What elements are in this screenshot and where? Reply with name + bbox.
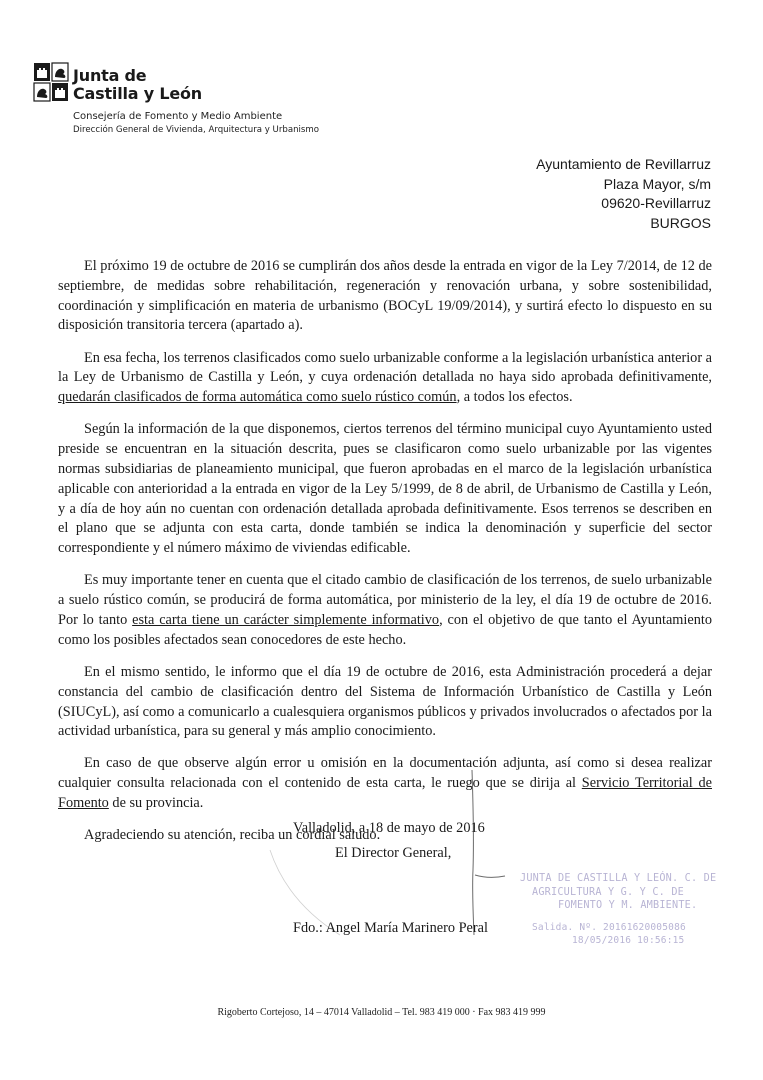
recipient-line3: 09620-Revillarruz (601, 195, 711, 211)
coat-of-arms-logo (33, 62, 71, 102)
stamp-datetime: 18/05/2016 10:56:15 (572, 935, 685, 946)
org-name-line1: Junta de (73, 66, 147, 85)
stamp-line2: AGRICULTURA Y G. Y C. DE (532, 886, 685, 898)
paragraph-2 (58, 349, 712, 408)
recipient-line2: Plaza Mayor, s/m (603, 175, 711, 192)
department-name: Consejería de Fomento y Medio Ambiente (73, 111, 283, 122)
recipient-line4: BURGOS (650, 214, 711, 231)
paragraph-7: Agradeciendo su atención, reciba un cordial saludo. (84, 827, 381, 844)
paragraph-6-end: de su provincia. (108, 795, 204, 812)
signer-name: Fdo.: Angel María Marinero Peral (293, 920, 488, 936)
paragraph-2-underlined: quedarán clasificados de forma automática como suelo rústico común (58, 389, 457, 406)
footer-contact: Rigoberto Cortejoso, 14 – 47014 Valladolid – Tel. 983 419 000 · Fax 983 419 999 (217, 1007, 546, 1018)
paragraph-4-text: Es muy importante tener en cuenta que el citado cambio de clasificación de los terrenos, de suelo urbanizable a suelo rústico común, se producirá de forma automática, por ministerio de la ley, el día 19 de octubre de 2016. Por lo tanto (58, 572, 712, 628)
paragraph-1: El próximo 19 de octubre de 2016 se cumplirán dos años desde la entrada en vigor de la Ley 7/2014, de 12 de septiembre, de medidas sobre rehabilitación, regeneración y renovación urbana, y sobre sostenibilidad, coordinación y simplificación en materia de urbanismo (BOCyL 19/09/2014), y surtirá efecto lo dispuesto en su disposición transitoria tercera (apartado a). (58, 258, 712, 334)
directorate-name: Dirección General de Vivienda, Arquitectura y Urbanismo (73, 125, 320, 135)
stamp-line1: JUNTA DE CASTILLA Y LEÓN. C. DE (520, 873, 717, 884)
stamp-meta (520, 921, 750, 948)
registry-stamp (520, 872, 750, 948)
paragraph-2-text: En esa fecha, los terrenos clasificados como suelo urbanizable conforme a la legislación urbanística anterior a la Ley de Urbanismo de Castilla y León, y cuya ordenación detallada no haya sido aprobada definitivamente, (58, 349, 713, 386)
org-name-line2: Castilla y León (73, 84, 202, 103)
paragraph-4-underlined: esta carta tiene un carácter simplemente informativo (132, 611, 440, 628)
paragraph-6-underlined: Servicio Territorial de Fomento (58, 775, 712, 812)
recipient-line1: Ayuntamiento de Revillarruz (536, 156, 711, 172)
paragraph-2-end: , a todos los efectos. (456, 389, 573, 406)
paragraph-4 (58, 571, 712, 650)
paragraph-5: En el mismo sentido, le informo que el día 19 de octubre de 2016, esta Administración procederá a dejar constancia del cambio de clasificación dentro del Sistema de Información Urbanístico de Castilla y León (SIUCyL), así como a comunicarlo a cualesquiera organismos públicos y privados involucrados o afectados por la actividad urbanística, para su general y más amplio conocimiento. (58, 663, 712, 740)
paragraph-4-end: , con el objetivo de que tanto el Ayuntamiento como los posibles afectados sean conocedores de este hecho. (58, 611, 712, 648)
stamp-number: Salida. Nº. 20161620005086 (532, 921, 686, 933)
place-and-date: Valladolid, a 18 de mayo de 2016 (293, 820, 485, 836)
recipient-address (536, 155, 711, 233)
paragraph-3: Según la información de la que disponemos, ciertos terrenos del término municipal cuyo Ayuntamiento usted preside se encuentran en la situación descrita, pues se clasificaron como suelo urbanizable por las vigentes normas subsidiarias de planeamiento municipal, que fueron aprobadas en el marco de la legislación urbanística aplicable con anterioridad a la entrada en vigor de la Ley 5/1999, de 8 de abril, de Urbanismo de Castilla y León, y a día de hoy aún no cuentan con ordenación detallada aprobada definitivamente. Esos terrenos se describen en el plano que se adjunta con esta carta, donde también se indica la denominación y superficie del sector correspondiente y el número máximo de viviendas edificable. (58, 421, 712, 557)
paragraph-6-text: En caso de que observe algún error u omisión en la documentación adjunta, así como si desea realizar cualquier consulta relacionada con el contenido de esta carta, le ruego que se dirija al (58, 755, 712, 792)
signer-title: El Director General, (335, 845, 452, 861)
stamp-line3: FOMENTO Y M. AMBIENTE. (558, 900, 698, 911)
